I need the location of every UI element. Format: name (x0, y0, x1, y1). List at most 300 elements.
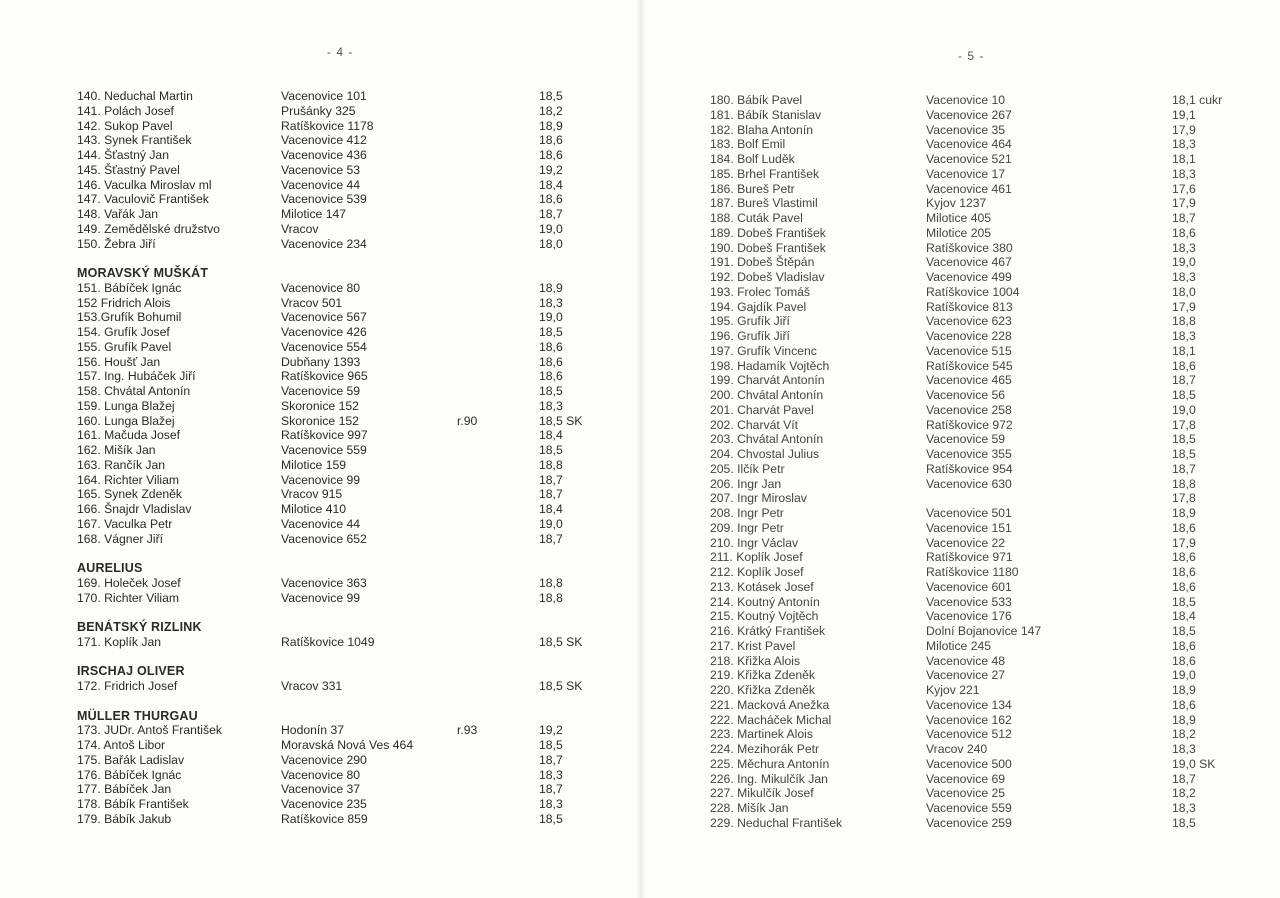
entry-address: Vacenovice 80 (281, 767, 361, 782)
entry-value: 17,9 (1172, 299, 1196, 314)
list-item (77, 472, 563, 488)
entry-name: 162. Mišík Jan (77, 443, 156, 457)
entry-name: 195. Grufík Jiří (710, 314, 790, 329)
entry-name: 211. Koplík Josef (710, 550, 803, 565)
entry-value: 17,6 (1172, 181, 1196, 196)
entry-value: 18,5 (539, 811, 563, 826)
list-item (77, 133, 563, 148)
entry-address: Vacenovice 235 (281, 797, 367, 811)
entry-value: 19,0 (1172, 668, 1196, 683)
entry-address: Vacenovice 465 (926, 373, 1012, 388)
entry-name: 159. Lunga Blažej (77, 398, 175, 413)
entry-address: Vacenovice 501 (926, 506, 1012, 520)
entry-name: 180. Bábík Pavel (710, 93, 803, 107)
entry-address: Vracov 915 (281, 487, 343, 502)
section-gap (77, 694, 208, 709)
entry-value: 18,3 (539, 398, 563, 413)
entry-name: 197. Grufík Vincenc (710, 343, 817, 358)
entry-address: Vacenovice 48 (926, 653, 1006, 668)
entry-address: Prušánky 325 (281, 103, 356, 118)
entry-address: Ratíškovice 813 (926, 299, 1013, 314)
entry-value: 17,8 (1172, 417, 1196, 432)
entry-name: 148. Vařák Jan (77, 207, 159, 221)
list-item (77, 679, 583, 694)
list-item (77, 428, 563, 443)
entries-list (77, 89, 583, 827)
entry-address: Vacenovice 539 (281, 192, 367, 207)
entry-address: Vracov (281, 221, 319, 236)
entry-value: 17,9 (1172, 122, 1196, 137)
entry-value: 17,9 (1172, 535, 1196, 550)
entry-name: 192. Dobeš Vladislav (710, 270, 825, 284)
entry-address: Vacenovice 567 (281, 310, 367, 325)
list-item (77, 384, 563, 399)
list-item (77, 89, 563, 104)
list-item (77, 162, 563, 178)
entry-value: 18,8 (539, 457, 563, 472)
entry-value: 18,7 (539, 487, 563, 502)
entry-name: 222. Macháček Michal (710, 712, 832, 727)
entry-value: 18,1 cukr (1172, 93, 1223, 107)
entry-value: 18,8 (1172, 476, 1196, 491)
entry-name: 223. Martinek Alois (710, 727, 813, 742)
entry-name: 206. Ingr Jan (710, 476, 782, 491)
entry-address: Vacenovice 234 (281, 236, 367, 251)
entry-value: 19,0 (1172, 402, 1196, 417)
entry-name: 176. Bábíček Ignác (77, 767, 182, 782)
entry-value: 19,2 (539, 162, 563, 177)
entry-value: 18,5 SK (539, 634, 583, 649)
entry-name: 187. Bureš Vlastimil (710, 196, 818, 211)
entry-value: 18,6 (1172, 358, 1196, 373)
entry-address: Vacenovice 559 (281, 443, 367, 457)
entry-value: 18,2 (1172, 786, 1196, 801)
entry-name: 214. Koutný Antonín (710, 594, 820, 609)
entry-name: 172. Fridrich Josef (77, 679, 178, 693)
entry-value: 18,0 (539, 236, 563, 251)
entry-address: Vacenovice 44 (281, 177, 361, 192)
entry-address: Vacenovice 59 (926, 432, 1006, 447)
entry-name: 188. Cuták Pavel (710, 211, 803, 225)
entry-name: 203. Chvátal Antonín (710, 432, 824, 447)
entry-name: 212. Koplík Josef (710, 565, 804, 579)
entry-name: 170. Richter Viliam (77, 590, 180, 605)
entry-address: Ratíškovice 954 (926, 461, 1013, 476)
entry-value: 18,1 (1172, 152, 1196, 166)
section-gap (77, 546, 208, 561)
entry-value: 18,9 (1172, 712, 1196, 727)
entry-address: Vacenovice 426 (281, 325, 367, 339)
entry-value: 18,8 (539, 590, 563, 605)
entry-value: 18,9 (539, 280, 563, 295)
entry-name: 218. Křižka Alois (710, 653, 801, 668)
section-heading: MÜLLER THURGAU (77, 708, 198, 723)
entry-address: Ratíškovice 1049 (281, 634, 375, 649)
entry-name: 182. Blaha Antonín (710, 122, 814, 137)
entry-name: 213. Kotásek Josef (710, 579, 814, 594)
list-item (77, 767, 563, 783)
entry-address: Vacenovice 461 (926, 181, 1012, 196)
entry-address: Milotice 147 (281, 207, 347, 221)
entry-name: 204. Chvostal Julius (710, 447, 820, 461)
entry-value: 19,0 (539, 221, 563, 236)
entry-address: Vacenovice 176 (926, 609, 1012, 624)
page-number: - 5 - (958, 49, 985, 63)
entry-value: 18,3 (1172, 270, 1196, 284)
entry-value: 18,5 (1172, 432, 1196, 447)
entry-value: 18,3 (1172, 137, 1196, 152)
list-item (77, 487, 563, 502)
entry-address: Skoronice 152 (281, 413, 359, 428)
entry-value: 19,0 (539, 310, 563, 325)
entry-value: 18,3 (1172, 801, 1196, 815)
entry-address: Ratíškovice 997 (281, 428, 368, 443)
entry-address: Vacenovice 99 (281, 590, 361, 605)
entry-value: 18,3 (1172, 166, 1196, 181)
list-item (77, 413, 583, 429)
list-item (77, 590, 563, 606)
entry-address: Ratíškovice 972 (926, 417, 1013, 432)
entry-name: 181. Bábík Stanislav (710, 107, 822, 122)
entry-name: 169. Holeček Josef (77, 575, 181, 590)
entry-value: 19,0 (1172, 255, 1196, 270)
entry-name: 194. Gajdík Pavel (710, 299, 807, 314)
entry-name: 163. Rančík Jan (77, 457, 166, 472)
entry-value: 18,7 (1172, 373, 1196, 388)
entry-name: 184. Bolf Luděk (710, 152, 795, 166)
entry-address: Vacenovice 162 (926, 712, 1012, 727)
entry-value: 18,7 (539, 207, 563, 221)
section-gap (77, 251, 208, 266)
entry-address: Vacenovice 17 (926, 166, 1006, 181)
entry-value: 18,6 (539, 148, 563, 162)
entry-value: 18,3 (539, 295, 563, 310)
entry-address: Vacenovice 512 (926, 727, 1012, 742)
entry-value: 18,7 (1172, 211, 1196, 225)
entry-name: 189. Dobeš František (710, 225, 826, 240)
entry-address: Dolní Bojanovice 147 (926, 624, 1042, 638)
entry-value: 18,9 (1172, 506, 1196, 520)
entry-name: 190. Dobeš František (710, 240, 826, 255)
entry-value: 17,9 (1172, 196, 1196, 211)
section-heading: AURELIUS (77, 561, 143, 575)
entry-name: 198. Hadamík Vojtěch (710, 358, 830, 373)
entry-name: 226. Ing. Mikulčík Jan (710, 771, 828, 786)
entry-value: 18,6 (539, 192, 563, 207)
entry-name: 140. Neduchal Martin (77, 89, 193, 103)
entry-name: 179. Bábík Jakub (77, 811, 172, 826)
entry-name: 158. Chvátal Antonín (77, 384, 191, 398)
entry-value: 18,7 (539, 531, 563, 546)
entry-address: Milotice 405 (926, 211, 992, 225)
entry-name: 171. Koplík Jan (77, 634, 162, 649)
list-item (77, 516, 563, 532)
entry-address: Vacenovice 22 (926, 535, 1006, 550)
entry-name: 154. Grufík Josef (77, 325, 170, 339)
entry-address: Ratíškovice 1180 (926, 565, 1019, 579)
entry-name: 164. Richter Viliam (77, 472, 180, 487)
entry-address: Vacenovice 151 (926, 520, 1012, 535)
section-heading: MORAVSKÝ MUŠKÁT (77, 266, 209, 280)
entry-value: 18,9 (539, 118, 563, 133)
entry-name: 220. Křižka Zdeněk (710, 683, 816, 697)
entry-address: Milotice 159 (281, 457, 347, 472)
list-item (77, 723, 563, 738)
entry-value: 18,4 (1172, 609, 1196, 624)
entry-address: Ratíškovice 545 (926, 358, 1013, 373)
entry-address: Ratíškovice 1004 (926, 284, 1020, 299)
entry-address: Vacenovice 601 (926, 579, 1012, 594)
entry-name: 160. Lunga Blažej (77, 413, 175, 428)
entry-name: 177. Bábíček Jan (77, 782, 172, 797)
entry-address: Vacenovice 27 (926, 668, 1006, 683)
list-item (77, 575, 563, 591)
entry-address: Vacenovice 499 (926, 270, 1012, 284)
entry-value: 18,6 (539, 133, 563, 148)
entry-value: 18,2 (1172, 727, 1196, 742)
entry-value: 18,8 (1172, 314, 1196, 329)
entry-name: 210. Ingr Václav (710, 535, 799, 550)
entry-name: 199. Charvát Antonín (710, 373, 825, 388)
entry-address: Vacenovice 436 (281, 148, 367, 162)
list-item (77, 457, 563, 473)
entry-name: 186. Bureš Petr (710, 181, 795, 196)
entry-address: Kyjov 221 (926, 683, 980, 697)
entry-address: Vacenovice 10 (926, 93, 1006, 107)
entry-address: Vacenovice 554 (281, 339, 367, 354)
entry-value: 18,5 SK (539, 413, 583, 428)
entry-name: 227. Mikulčík Josef (710, 786, 814, 801)
entry-value: 18,5 (539, 384, 563, 398)
entry-name: 174. Antoš Libor (77, 738, 166, 752)
entry-name: 219. Křižka Zdeněk (710, 668, 816, 683)
entry-address: Ratíškovice 965 (281, 369, 368, 384)
entry-name: 205. Ilčík Petr (710, 461, 785, 476)
entry-address: Vacenovice 56 (926, 388, 1006, 402)
entry-address: Vacenovice 515 (926, 343, 1012, 358)
entry-name: 178. Bábík František (77, 797, 189, 811)
entry-name: 196. Grufík Jiří (710, 329, 790, 343)
entry-value: 18,5 (539, 443, 563, 457)
entry-value: 18,6 (539, 354, 563, 369)
entry-name: 165. Synek Zdeněk (77, 487, 183, 502)
list-item (77, 339, 563, 355)
entry-address: Vacenovice 101 (281, 89, 367, 103)
list-item (77, 207, 563, 222)
entry-address: Dubňany 1393 (281, 354, 361, 369)
entry-value: 18,4 (539, 177, 563, 192)
entry-name: 153.Grufík Bohumil (77, 310, 182, 325)
entry-address: Vacenovice 53 (281, 162, 361, 177)
list-item (77, 502, 563, 517)
list-item (77, 280, 563, 296)
list-item (77, 192, 563, 207)
entry-name: 173. JUDr. Antoš František (77, 723, 222, 738)
list-item (77, 148, 563, 163)
list-item (77, 443, 563, 458)
entry-address: Vacenovice 355 (926, 447, 1012, 461)
entry-address: Ratíškovice 859 (281, 811, 368, 826)
entry-address: Vacenovice 258 (926, 402, 1012, 417)
list-item (77, 310, 563, 325)
entry-name: 225. Měchura Antonín (710, 756, 830, 771)
entry-address: Vacenovice 228 (926, 329, 1012, 343)
entry-address: Vacenovice 37 (281, 782, 361, 797)
entry-name: 207. Ingr Miroslav (710, 491, 807, 506)
entry-address: Vacenovice 652 (281, 531, 367, 546)
entry-address: Vracov 501 (281, 295, 343, 310)
list-item (77, 369, 563, 384)
entry-value: 18,5 (1172, 624, 1196, 638)
entry-value: 18,6 (1172, 653, 1196, 668)
entry-address: Vacenovice 533 (926, 594, 1012, 609)
entry-address: Vacenovice 521 (926, 152, 1012, 166)
entry-name: 193. Frolec Tomáš (710, 284, 811, 299)
entry-address: Vacenovice 630 (926, 476, 1012, 491)
entry-address: Milotice 205 (926, 225, 992, 240)
list-item (77, 738, 563, 753)
entry-address: Milotice 410 (281, 502, 347, 516)
entry-value: 18,5 (539, 89, 563, 103)
section-gap (77, 650, 208, 665)
right-page (640, 0, 1280, 898)
entry-address: Vacenovice 80 (281, 280, 361, 295)
entry-name: 157. Ing. Hubáček Jiří (77, 369, 196, 384)
list-item (77, 782, 563, 797)
list-item (77, 221, 563, 237)
entry-address: Vacenovice 623 (926, 314, 1012, 329)
entry-name: 191. Dobeš Štěpán (710, 255, 815, 270)
entry-address: Vacenovice 44 (281, 516, 361, 531)
entry-name: 142. Sukop Pavel (77, 118, 173, 133)
list-item (77, 752, 563, 768)
entry-name: 229. Neduchal František (710, 815, 843, 830)
entry-name: 202. Charvát Vít (710, 417, 799, 432)
entry-value: 18,3 (1172, 240, 1196, 255)
entry-name: 200. Chvátal Antonín (710, 388, 824, 402)
entry-value: 19,1 (1172, 107, 1196, 122)
entry-name: 144. Šťastný Jan (77, 148, 169, 162)
entry-value: 18,3 (539, 767, 563, 782)
entry-value: 18,4 (539, 428, 563, 443)
entry-name: 150. Žebra Jiří (77, 236, 156, 251)
entry-value: 18,2 (539, 103, 563, 118)
section-heading: BENÁTSKÝ RIZLINK (77, 620, 202, 634)
entry-name: 167. Vaculka Petr (77, 516, 173, 531)
list-item (77, 634, 583, 650)
list-item (77, 811, 563, 827)
entry-value: 18,6 (1172, 565, 1196, 579)
entry-value: 19,0 SK (1172, 756, 1216, 771)
entry-value: 18,5 (1172, 815, 1196, 830)
entry-value: 18,6 (1172, 579, 1196, 594)
entry-value: 18,5 SK (539, 679, 583, 693)
entry-name: 217. Krist Pavel (710, 638, 796, 653)
list-item (77, 354, 563, 370)
entry-value: 18,5 (1172, 594, 1196, 609)
section-gap (77, 605, 208, 620)
entry-address: Moravská Nová Ves 464 (281, 738, 414, 752)
entry-address: Vacenovice 559 (926, 801, 1012, 815)
list-item (77, 797, 563, 812)
entry-value: 18,6 (539, 369, 563, 384)
entry-address: Vacenovice 134 (926, 697, 1012, 712)
entry-name: 201. Charvát Pavel (710, 402, 814, 417)
entry-name: 183. Bolf Emil (710, 137, 786, 152)
list-item (77, 236, 563, 252)
entry-value: 18,5 (539, 325, 563, 339)
entry-address: Vacenovice 69 (926, 771, 1006, 786)
entry-value: 17,8 (1172, 491, 1196, 506)
entry-address: Vacenovice 259 (926, 815, 1012, 830)
entry-value: 18,3 (1172, 329, 1196, 343)
list-item (77, 177, 563, 193)
entry-address: Vacenovice 412 (281, 133, 367, 148)
entry-address: Vacenovice 25 (926, 786, 1006, 801)
entry-address: Vacenovice 464 (926, 137, 1012, 152)
entry-name: 215. Koutný Vojtěch (710, 609, 819, 624)
section-heading: IRSCHAJ OLIVER (77, 664, 185, 679)
entry-name: 228. Mišík Jan (710, 801, 789, 815)
entry-address: Milotice 245 (926, 638, 992, 653)
entry-value: 18,1 (1172, 343, 1196, 358)
entry-value: 18,6 (1172, 520, 1196, 535)
entry-value: 18,6 (1172, 550, 1196, 565)
entry-value: 18,5 (1172, 447, 1196, 461)
entry-name: 168. Vágner Jiří (77, 531, 164, 546)
entry-value: 18,6 (1172, 225, 1196, 240)
entry-name: 145. Šťastný Pavel (77, 162, 180, 177)
entry-value: 18,3 (1172, 742, 1196, 756)
list-item (77, 531, 563, 547)
entry-name: 185. Brhel František (710, 166, 820, 181)
entry-name: 161. Mačuda Josef (77, 428, 180, 443)
entry-name: 175. Bařák Ladislav (77, 752, 185, 767)
entry-name: 224. Mezihorák Petr (710, 742, 820, 756)
list-item (77, 118, 563, 134)
entry-value: 18,0 (1172, 284, 1196, 299)
list-item (77, 295, 563, 311)
entry-address: Hodonín 37 (281, 723, 345, 738)
entry-name: 141. Polách Josef (77, 103, 174, 118)
entry-value: 18,5 (1172, 388, 1196, 402)
entry-address: Skoronice 152 (281, 398, 359, 413)
entry-address: Vacenovice 59 (281, 384, 361, 398)
page-number: - 4 - (327, 45, 354, 59)
entry-value: 19,0 (539, 516, 563, 531)
entry-address: Ratíškovice 380 (926, 240, 1013, 255)
entry-value: 18,6 (1172, 638, 1196, 653)
entry-address: Vacenovice 500 (926, 756, 1012, 771)
entry-note: r.93 (457, 723, 478, 738)
entry-value: 18,6 (1172, 697, 1196, 712)
entry-name: 146. Vaculka Miroslav ml (77, 177, 212, 192)
entry-address: Kyjov 1237 (926, 196, 987, 211)
entry-value: 18,9 (1172, 683, 1196, 697)
entry-value: 18,6 (539, 339, 563, 354)
entry-name: 216. Krátký František (710, 624, 826, 638)
list-item (77, 398, 563, 414)
entry-name: 149. Zemědělské družstvo (77, 221, 220, 236)
entry-name: 143. Synek František (77, 133, 192, 148)
list-item (77, 103, 563, 119)
entry-name: 147. Vaculovič František (77, 192, 209, 207)
entry-name: 209. Ingr Petr (710, 520, 784, 535)
entry-address: Vacenovice 267 (926, 107, 1012, 122)
entry-value: 18,7 (1172, 461, 1196, 476)
entry-address: Vracov 331 (281, 679, 343, 693)
entry-name: 155. Grufík Pavel (77, 339, 172, 354)
